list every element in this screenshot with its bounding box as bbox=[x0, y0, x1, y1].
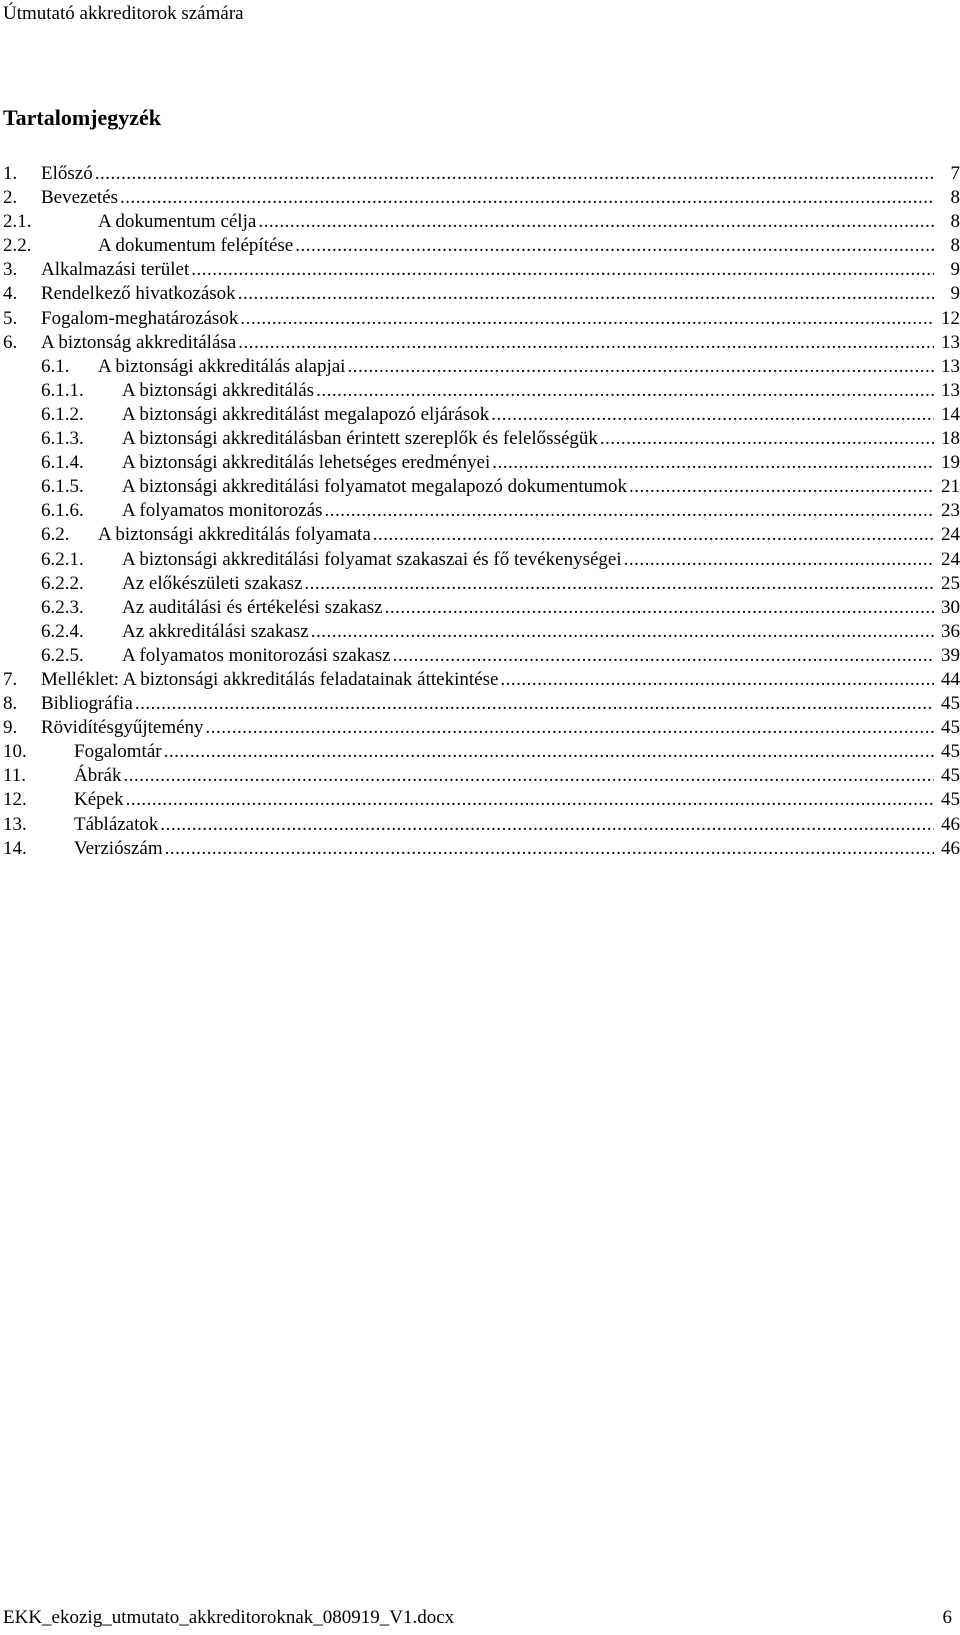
toc-entry-label[interactable]: Rövidítésgyűjtemény bbox=[41, 717, 204, 739]
toc-entry-label[interactable]: Alkalmazási terület bbox=[41, 259, 190, 281]
toc-dot-leader bbox=[295, 234, 934, 258]
toc-dot-leader bbox=[325, 499, 934, 523]
toc-entry-label[interactable]: A biztonsági akkreditálás folyamata bbox=[98, 524, 371, 546]
toc-entry-body bbox=[41, 692, 960, 716]
toc-entry[interactable] bbox=[0, 475, 960, 499]
footer-page-number: 6 bbox=[942, 1607, 952, 1628]
toc-entry-number: 6.2. bbox=[41, 524, 70, 546]
toc-entry-body bbox=[122, 427, 960, 451]
toc-entry-body bbox=[98, 523, 960, 547]
toc-entry-label[interactable]: Fogalomtár bbox=[74, 741, 162, 763]
toc-entry-page: 9 bbox=[950, 259, 960, 281]
toc-entry-page: 13 bbox=[941, 379, 960, 401]
toc-entry-body bbox=[122, 451, 960, 475]
toc-entry-number: 6.2.1. bbox=[41, 548, 84, 570]
toc-entry-body bbox=[122, 596, 960, 620]
toc-entry-label[interactable]: Táblázatok bbox=[74, 813, 159, 835]
toc-entry-number: 8. bbox=[3, 693, 18, 715]
toc-entry[interactable] bbox=[0, 355, 960, 379]
toc-entry-body bbox=[122, 403, 960, 427]
toc-dot-leader bbox=[95, 162, 934, 186]
toc-entry-number: 12. bbox=[3, 789, 27, 811]
toc-entry-body bbox=[74, 837, 960, 861]
toc-dot-leader bbox=[311, 620, 934, 644]
toc-entry[interactable] bbox=[0, 572, 960, 596]
toc-entry-number: 9. bbox=[3, 717, 18, 739]
toc-entry-label[interactable]: A biztonsági akkreditálásban érintett szereplők és felelősségük bbox=[122, 428, 598, 450]
toc-dot-leader bbox=[240, 307, 934, 331]
toc-entry-number: 10. bbox=[3, 741, 27, 763]
toc-entry[interactable] bbox=[0, 740, 960, 764]
toc-entry[interactable] bbox=[0, 282, 960, 306]
toc-entry-body bbox=[122, 379, 960, 403]
toc-entry-page: 8 bbox=[950, 187, 960, 209]
toc-dot-leader bbox=[164, 740, 934, 764]
toc-entry[interactable] bbox=[0, 620, 960, 644]
toc-entry-label[interactable]: Ábrák bbox=[74, 765, 122, 787]
toc-entry-label[interactable]: Előszó bbox=[41, 163, 93, 184]
toc-entry[interactable] bbox=[0, 427, 960, 451]
toc-entry[interactable] bbox=[0, 548, 960, 572]
table-of-contents bbox=[0, 162, 960, 861]
toc-entry-label[interactable]: A biztonsági akkreditálás alapjai bbox=[98, 355, 346, 377]
toc-dot-leader bbox=[191, 258, 934, 282]
toc-dot-leader bbox=[206, 716, 934, 740]
toc-entry-body bbox=[122, 499, 960, 523]
toc-entry-body bbox=[74, 788, 960, 812]
toc-entry-label[interactable]: A biztonsági akkreditálási folyamatot megalapozó dokumentumok bbox=[122, 476, 627, 498]
toc-dot-leader bbox=[316, 379, 934, 403]
toc-entry-page: 46 bbox=[941, 837, 960, 859]
toc-entry[interactable] bbox=[0, 379, 960, 403]
toc-entry[interactable] bbox=[0, 162, 960, 186]
toc-entry-body bbox=[98, 355, 960, 379]
toc-entry-page: 19 bbox=[941, 452, 960, 474]
toc-entry-label[interactable]: A biztonsági akkreditálási folyamat szakaszai és fő tevékenységei bbox=[122, 548, 622, 570]
toc-dot-leader bbox=[600, 427, 934, 451]
toc-entry[interactable] bbox=[0, 307, 960, 331]
toc-entry-number: 3. bbox=[3, 259, 18, 281]
toc-dot-leader bbox=[385, 596, 934, 620]
toc-entry-number: 4. bbox=[3, 283, 18, 305]
toc-dot-leader bbox=[126, 788, 934, 812]
toc-entry-body bbox=[41, 716, 960, 740]
toc-dot-leader bbox=[123, 764, 934, 788]
toc-entry-number: 11. bbox=[3, 765, 27, 787]
toc-entry[interactable] bbox=[0, 813, 960, 837]
toc-entry-page: 24 bbox=[941, 524, 960, 546]
toc-entry-body bbox=[74, 813, 960, 837]
toc-entry[interactable] bbox=[0, 788, 960, 812]
toc-entry-page: 45 bbox=[941, 741, 960, 763]
toc-dot-leader bbox=[238, 282, 934, 306]
toc-dot-leader bbox=[347, 355, 934, 379]
toc-entry-page: 45 bbox=[941, 789, 960, 811]
toc-entry-number: 6.2.2. bbox=[41, 572, 84, 594]
toc-title: Tartalomjegyzék bbox=[3, 105, 162, 130]
toc-entry-number: 2.1. bbox=[3, 211, 32, 233]
toc-entry-page: 45 bbox=[941, 717, 960, 739]
toc-entry-page: 45 bbox=[941, 765, 960, 787]
toc-entry-page: 39 bbox=[941, 644, 960, 666]
toc-entry-body bbox=[122, 644, 960, 668]
toc-entry-label[interactable]: Melléklet: A biztonsági akkreditálás feladatainak áttekintése bbox=[41, 668, 499, 690]
toc-dot-leader bbox=[393, 644, 934, 668]
toc-entry-number: 7. bbox=[3, 668, 18, 690]
toc-entry-label[interactable]: Verziószám bbox=[74, 837, 163, 859]
toc-entry-number: 6.1.2. bbox=[41, 403, 84, 425]
toc-entry-label[interactable]: A biztonsági akkreditálást megalapozó eljárások bbox=[122, 403, 490, 425]
toc-entry-page: 44 bbox=[941, 668, 960, 690]
toc-entry-label[interactable]: Bibliográfia bbox=[41, 693, 133, 715]
toc-entry-page: 45 bbox=[941, 693, 960, 715]
toc-entry-number: 6.1. bbox=[41, 355, 70, 377]
toc-dot-leader bbox=[135, 692, 934, 716]
toc-entry[interactable] bbox=[0, 837, 960, 861]
toc-entry-label[interactable]: Rendelkező hivatkozások bbox=[41, 283, 236, 305]
toc-entry-label[interactable]: A biztonság akkreditálása bbox=[41, 331, 237, 353]
toc-entry-body bbox=[41, 282, 960, 306]
toc-dot-leader bbox=[373, 523, 934, 547]
toc-entry-label[interactable]: A biztonsági akkreditálás bbox=[122, 379, 315, 401]
toc-entry-page: 24 bbox=[941, 548, 960, 570]
toc-entry-body bbox=[74, 764, 960, 788]
toc-entry-page: 13 bbox=[941, 331, 960, 353]
toc-entry-number: 1. bbox=[3, 163, 18, 184]
toc-dot-leader bbox=[160, 813, 934, 837]
toc-entry[interactable] bbox=[0, 692, 960, 716]
toc-entry-number: 6.1.6. bbox=[41, 500, 84, 522]
toc-dot-leader bbox=[120, 186, 934, 210]
toc-entry-number: 13. bbox=[3, 813, 27, 835]
toc-entry[interactable] bbox=[0, 596, 960, 620]
toc-entry-number: 6.1.3. bbox=[41, 428, 84, 450]
toc-entry-number: 2.2. bbox=[3, 235, 32, 257]
toc-entry[interactable] bbox=[0, 523, 960, 547]
toc-entry-number: 6. bbox=[3, 331, 18, 353]
toc-dot-leader bbox=[258, 210, 934, 234]
toc-entry-page: 46 bbox=[941, 813, 960, 835]
toc-entry-page: 36 bbox=[941, 620, 960, 642]
toc-entry-page: 30 bbox=[941, 596, 960, 618]
toc-entry[interactable] bbox=[0, 210, 960, 234]
toc-entry[interactable] bbox=[0, 668, 960, 692]
toc-entry-label[interactable]: Képek bbox=[74, 789, 124, 811]
toc-entry[interactable] bbox=[0, 644, 960, 668]
toc-entry[interactable] bbox=[0, 403, 960, 427]
toc-entry-page: 13 bbox=[941, 355, 960, 377]
toc-entry-page: 7 bbox=[950, 163, 960, 184]
toc-entry-label[interactable]: A folyamatos monitorozási szakasz bbox=[122, 644, 391, 666]
toc-entry-page: 23 bbox=[941, 500, 960, 522]
toc-entry[interactable] bbox=[0, 186, 960, 210]
toc-entry-label[interactable]: Az auditálási és értékelési szakasz bbox=[122, 596, 383, 618]
toc-dot-leader bbox=[238, 331, 934, 355]
toc-entry-body bbox=[122, 548, 960, 572]
toc-dot-leader bbox=[304, 572, 934, 596]
toc-entry-label[interactable]: A dokumentum felépítése bbox=[98, 235, 294, 257]
toc-dot-leader bbox=[165, 837, 934, 861]
toc-entry-page: 9 bbox=[950, 283, 960, 305]
toc-entry-body bbox=[122, 620, 960, 644]
toc-entry[interactable] bbox=[0, 331, 960, 355]
toc-entry[interactable] bbox=[0, 451, 960, 475]
toc-entry-body bbox=[41, 162, 960, 186]
toc-entry-number: 2. bbox=[3, 187, 18, 209]
toc-entry-page: 12 bbox=[941, 307, 960, 329]
toc-entry-number: 6.1.1. bbox=[41, 379, 84, 401]
toc-entry-body bbox=[41, 331, 960, 355]
toc-entry-body bbox=[98, 210, 960, 234]
toc-entry-label[interactable]: A dokumentum célja bbox=[98, 211, 257, 233]
toc-entry-body bbox=[122, 572, 960, 596]
toc-entry[interactable] bbox=[0, 258, 960, 282]
toc-entry-label[interactable]: A biztonsági akkreditálás lehetséges eredményei bbox=[122, 452, 491, 474]
toc-entry-number: 6.2.3. bbox=[41, 596, 84, 618]
toc-dot-leader bbox=[500, 668, 934, 692]
toc-entry-page: 14 bbox=[941, 403, 960, 425]
toc-entry-number: 14. bbox=[3, 837, 27, 859]
toc-entry[interactable] bbox=[0, 764, 960, 788]
footer-filename: EKK_ekozig_utmutato_akkreditoroknak_080919_V1.docx bbox=[3, 1607, 455, 1628]
toc-entry-label[interactable]: A folyamatos monitorozás bbox=[122, 500, 323, 522]
toc-entry-body bbox=[74, 740, 960, 764]
toc-entry-number: 6.2.5. bbox=[41, 644, 84, 666]
toc-dot-leader bbox=[624, 548, 934, 572]
toc-entry-number: 6.1.4. bbox=[41, 452, 84, 474]
toc-entry-body bbox=[98, 234, 960, 258]
toc-entry-label[interactable]: Az akkreditálási szakasz bbox=[122, 620, 309, 642]
toc-entry-number: 6.2.4. bbox=[41, 620, 84, 642]
page-header: Útmutató akkreditorok számára bbox=[3, 3, 244, 24]
toc-entry-number: 6.1.5. bbox=[41, 476, 84, 498]
toc-entry-number: 5. bbox=[3, 307, 18, 329]
toc-entry-label[interactable]: Bevezetés bbox=[41, 187, 119, 209]
toc-entry-body bbox=[41, 186, 960, 210]
toc-dot-leader bbox=[629, 475, 934, 499]
toc-entry-page: 8 bbox=[950, 211, 960, 233]
toc-entry-page: 8 bbox=[950, 235, 960, 257]
toc-entry[interactable] bbox=[0, 716, 960, 740]
toc-entry[interactable] bbox=[0, 234, 960, 258]
toc-entry-body bbox=[41, 668, 960, 692]
toc-entry-body bbox=[122, 475, 960, 499]
toc-dot-leader bbox=[492, 451, 934, 475]
toc-entry-page: 21 bbox=[941, 476, 960, 498]
toc-entry-page: 25 bbox=[941, 572, 960, 594]
toc-entry-label[interactable]: Fogalom-meghatározások bbox=[41, 307, 239, 329]
toc-entry-body bbox=[41, 307, 960, 331]
toc-entry-label[interactable]: Az előkészületi szakasz bbox=[122, 572, 303, 594]
toc-entry[interactable] bbox=[0, 499, 960, 523]
toc-dot-leader bbox=[491, 403, 934, 427]
toc-entry-page: 18 bbox=[941, 428, 960, 450]
toc-entry-body bbox=[41, 258, 960, 282]
